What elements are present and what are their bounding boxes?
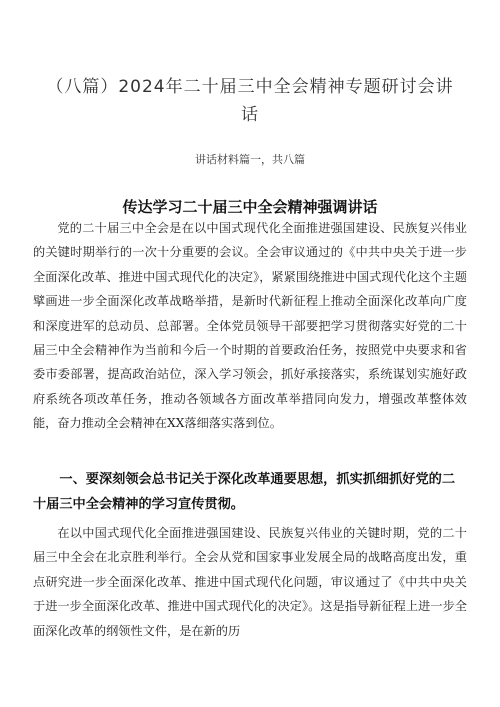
document-subheading: 讲话材料篇一，共八篇 (195, 153, 305, 166)
body-paragraph: 党的二十届三中全会是在以中国式现代化全面推进强国建设、民族复兴伟业的关键时期举行的一次十分重要的会议。全会审议通过的《中共中央关于进一步全面深化改革、推进中国式现代化的决定》，紧紧围绕推进中国式现代化这个主题擘画进一步全面深化改革战略举措，是新时代新征程上推动全面深化改革向广度和深度进军的总动员、总部署。全体党员领导干部要把学习贯彻落实好党的二十届三中全会精神作为当前和今后一个时期的首要政治任务，按照党中央要求和省委市委部署，提高政治站位，深入学习领会，抓好承接落实，系统谋划实施好政府系统各项改革任务，推动各领域各方面改革举措同向发力，增强改革整体效能，奋力推动全会精神在XX落细落实落到位。 (33, 221, 467, 431)
section-heading: 一、要深刻领会总书记关于深化改革通要思想，抓实抓细抓好党的二十届三中全会精神的学习宣传贯彻。 (33, 472, 456, 512)
speech-title: 传达学习二十届三中全会精神强调讲话 (122, 198, 378, 217)
section-paragraph: 在以中国式现代化全面推进强国建设、民族复兴伟业的关键时期，党的二十届三中全会在北京胜利举行。全会从党和国家事业发展全局的战略高度出发，重点研究进一步全面深化改革、推进中国式现代化问题，审议通过了《中共中央关于进一步全面深化改革、推进中国式现代化的决定》。这是指导新征程上进一步全面深化改革的纲领性文件，是在新的历 (33, 526, 467, 638)
document-title: （八篇）2024年二十届三中全会精神专题研讨会讲话 (46, 77, 454, 126)
